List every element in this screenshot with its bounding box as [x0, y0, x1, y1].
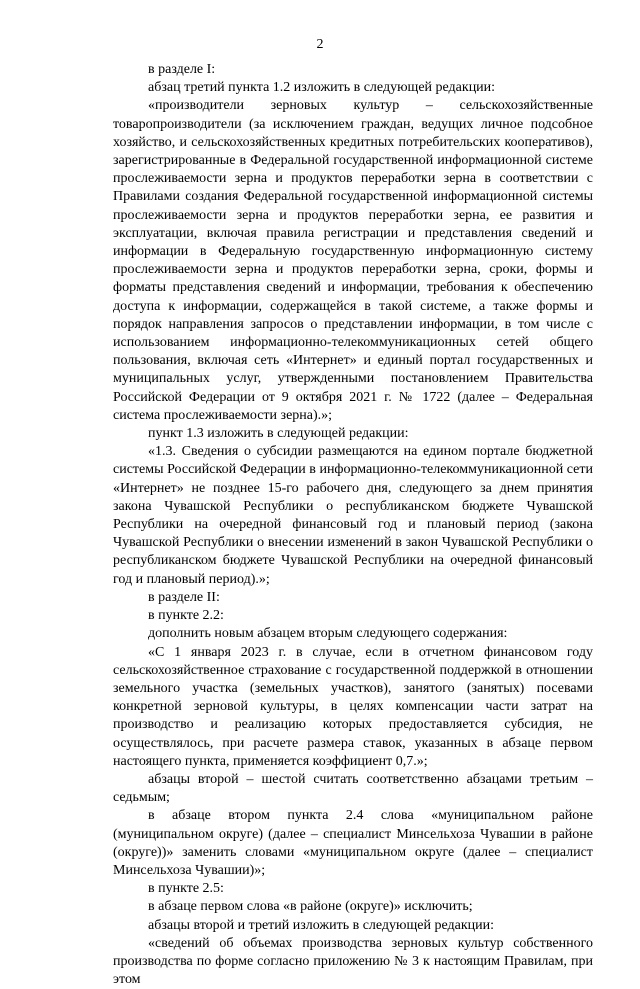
paragraph: «С 1 января 2023 г. в случае, если в отчетном финансовом году сельскохозяйственное страхование с государственной поддержкой в отношении земельного участка (земельных участков), занятого (занятых) посевами конкретной зерновой культуры, в целях компенсации части затрат на производство и реализацию которых предоставляется субсидия, не осуществлялось, при расчете размера ставок, указанных в абзаце первом настоящего пункта, применяется коэффициент 0,7.»; [113, 644, 593, 769]
paragraph: в разделе II: [148, 589, 220, 605]
paragraph: абзацы второй – шестой считать соответственно абзацами третьим – седьмым; [113, 771, 593, 806]
page-number: 2 [316, 37, 324, 52]
paragraph: «1.3. Сведения о субсидии размещаются на едином портале бюджетной системы Российской Федерации в информационно-телекоммуникационной сети «Интернет» не позднее 15-го рабочего дня, следующего за днем принятия закона Чувашской Республики о республиканском бюджете Чувашской Республики на очередной финансовый год и плановый период (закона Чувашской Республики о внесении изменений в закон Чувашской Республики о республиканском бюджете Чувашской Республики на очередной финансовый год и плановый период).»; [113, 444, 593, 587]
paragraph: в пункте 2.5: [148, 881, 224, 897]
paragraph: «сведений об объемах производства зерновых культур собственного производства по форме согласно приложению № 3 к настоящим Правилам, при этом [113, 935, 593, 988]
paragraph: в абзаце первом слова «в районе (округе)» исключить; [148, 899, 473, 915]
paragraph: пункт 1.3 изложить в следующей редакции: [148, 426, 409, 442]
paragraph: в разделе I: [148, 62, 216, 77]
document-body [113, 61, 593, 989]
paragraph: дополнить новым абзацем вторым следующего содержания: [148, 626, 508, 642]
paragraph: абзацы второй и третий изложить в следующей редакции: [148, 917, 495, 933]
paragraph: в абзаце втором пункта 2.4 слова «муниципальном районе (муниципальном округе) (далее – специалист Минсельхоза Чувашии в районе (округе))» заменить словами «муниципальном округе (далее – специалист Минсельхоза Чувашии)»; [113, 808, 593, 878]
paragraph: в пункте 2.2: [148, 608, 224, 624]
paragraph: абзац третий пункта 1.2 изложить в следующей редакции: [148, 80, 496, 96]
paragraph: «производители зерновых культур – сельскохозяйственные товаропроизводители (за исключением граждан, ведущих личное подсобное хозяйство, и сельскохозяйственных кредитных потребительских кооперативов), зарегистрированные в Федеральной государственной информационной системе прослеживаемости зерна и продуктов переработки зерна в соответствии с Правилами создания Федеральной государственной информационной системы прослеживаемости зерна и продуктов переработки зерна, ее развития и эксплуатации, включая правила регистрации и представления сведений и информации в Федеральную государственную информационную систему прослеживаемости зерна и продуктов переработки зерна, сроки, формы и форматы представления сведений и информации, требования к обеспечению доступа к информации, содержащейся в такой системе, а также формы и порядок направления запросов о представлении информации, в том числе с использованием информационно-телекоммуникационных сетей общего пользования, включая сеть «Интернет» и единый портал государственных и муниципальных услуг, утвержденными постановлением Правительства Российской Федерации от 9 октября 2021 г. № 1722 (далее – Федеральная система прослеживаемости зерна).»; [113, 98, 593, 423]
